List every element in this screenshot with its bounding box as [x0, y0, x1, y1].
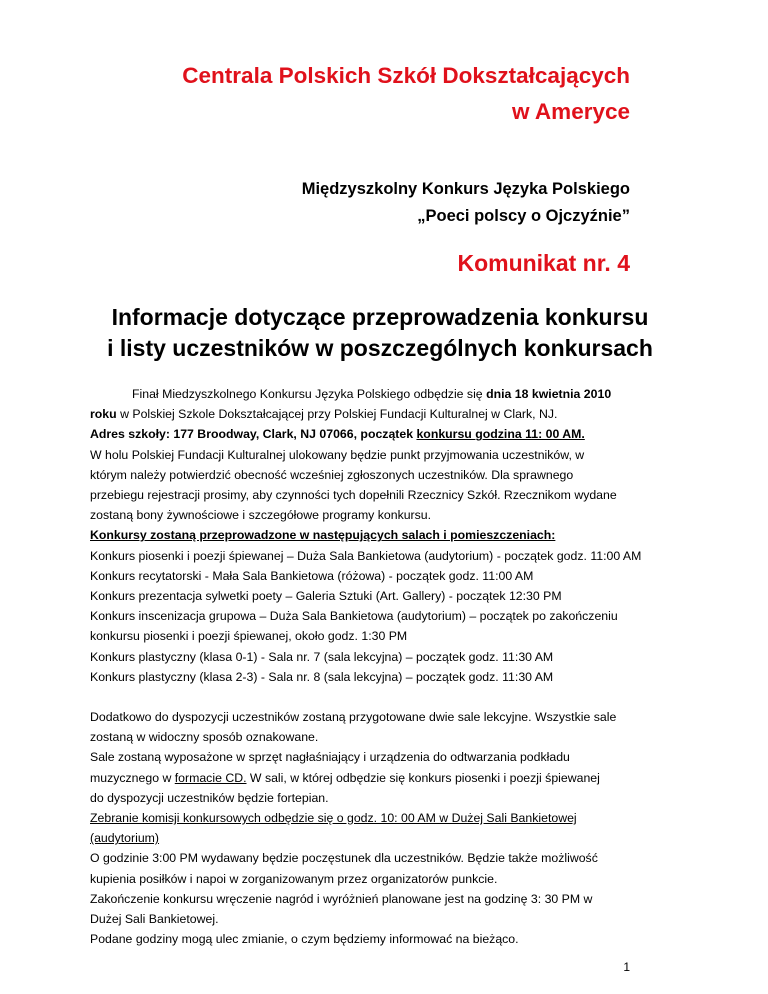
contest-name — [302, 176, 630, 230]
contest-name-line1: Międzyszkolny Konkurs Języka Polskiego — [301, 180, 630, 198]
room-item: Konkurs plastyczny (klasa 2-3) - Sala nr. 8 (sala lekcyjna) – początek godz. 11:30 AM — [90, 669, 554, 684]
extra-text: muzycznego w — [90, 770, 175, 785]
extra-line: Podane godziny mogą ulec zmianie, o czym będziemy informować na bieżąco. — [90, 932, 519, 947]
document-heading-line1: Informacje dotyczące przeprowadzenia konkursu — [111, 304, 649, 330]
page-number: 1 — [623, 960, 630, 974]
komunikat-number: Komunikat nr. 4 — [457, 250, 630, 276]
room-item: Konkurs recytatorski - Mała Sala Bankietowa (różowa) - początek godz. 11:00 AM — [90, 568, 534, 583]
registration-line: W holu Polskiej Fundacji Kulturalnej ulokowany będzie punkt przyjmowania uczestników, w — [90, 447, 585, 462]
committee-meeting: (audytorium) — [90, 831, 160, 846]
intro-date-cont: roku — [90, 407, 117, 422]
extra-line: O godzinie 3:00 PM wydawany będzie poczęstunek dla uczestników. Będzie także możliwość — [90, 851, 598, 866]
intro-text: Finał Miedzyszkolnego Konkursu Języka Polskiego odbędzie się — [132, 387, 487, 401]
registration-line: zostaną bony żywnościowe i szczegółowe programy konkursu. — [90, 508, 432, 523]
extra-text: W sali, w której odbędzie się konkurs piosenki i poezji śpiewanej — [246, 770, 600, 785]
org-title-line2: w Ameryce — [512, 99, 630, 124]
contest-name-line2: „Poeci polscy o Ojczyźnie” — [417, 207, 630, 225]
cd-format: formacie CD. — [174, 770, 247, 785]
extra-line: kupienia posiłków i napoi w zorganizowanym przez organizatorów punkcie. — [90, 871, 498, 886]
extra-line: Dużej Sali Bankietowej. — [90, 912, 219, 927]
room-item: konkursu piosenki i poezji śpiewanej, około godz. 1:30 PM — [90, 629, 408, 644]
extra-line: zostaną w widoczny sposób oznakowane. — [90, 730, 319, 745]
address-line — [90, 424, 668, 444]
document-heading — [100, 302, 660, 364]
org-title — [182, 58, 630, 130]
intro-line — [90, 404, 668, 424]
registration-line: którym należy potwierdzić obecność wcześniej zgłoszonych uczestników. Dla sprawnego — [90, 467, 574, 482]
room-item: Konkurs plastyczny (klasa 0-1) - Sala nr. 7 (sala lekcyjna) – początek godz. 11:30 AM — [90, 649, 554, 664]
intro-text: w Polskiej Szkole Dokształcającej przy Polskiej Fundacji Kulturalnej w Clark, NJ. — [116, 407, 558, 422]
extra-line: Dodatkowo do dyspozycji uczestników zostaną przygotowane dwie sale lekcyjne. Wszystkie sale — [90, 710, 617, 725]
intro-line — [90, 384, 668, 404]
intro-date: dnia 18 kwietnia 2010 — [486, 387, 612, 401]
room-item: Konkurs inscenizacja grupowa – Duża Sala Bankietowa (audytorium) – początek po zakończeniu — [90, 609, 618, 624]
address-text: Adres szkoły: 177 Broodway, Clark, NJ 07066, początek — [90, 427, 417, 442]
extra-line: do dyspozycji uczestników będzie fortepian. — [90, 790, 329, 805]
committee-meeting: Zebranie komisji konkursowych odbędzie się o godz. 10: 00 AM w Dużej Sali Bankietowej — [90, 811, 577, 826]
rooms-title: Konkursy zostaną przeprowadzone w następujących salach i pomieszczeniach: — [90, 528, 556, 543]
room-item: Konkurs prezentacja sylwetki poety – Galeria Sztuki (Art. Gallery) - początek 12:30 PM — [90, 589, 562, 604]
start-time: konkursu godzina 11: 00 AM. — [416, 427, 585, 442]
room-item: Konkurs piosenki i poezji śpiewanej – Duża Sala Bankietowa (audytorium) - początek godz. 11:00 AM — [90, 548, 642, 563]
document-body — [90, 384, 668, 949]
extra-line — [90, 768, 668, 788]
extra-line: Sale zostaną wyposażone w sprzęt nagłaśniający i urządzenia do odtwarzania podkładu — [90, 750, 570, 765]
document-heading-line2: i listy uczestników w poszczególnych konkursach — [107, 335, 653, 361]
registration-line: przebiegu rejestracji prosimy, aby czynności tych dopełnili Rzecznicy Szkół. Rzecznikom wydane — [90, 488, 617, 503]
paragraph-gap — [90, 687, 668, 707]
extra-line: Zakończenie konkursu wręczenie nagród i wyróżnień planowane jest na godzinę 3: 30 PM w — [90, 891, 593, 906]
org-title-line1: Centrala Polskich Szkół Dokształcających — [182, 63, 630, 88]
